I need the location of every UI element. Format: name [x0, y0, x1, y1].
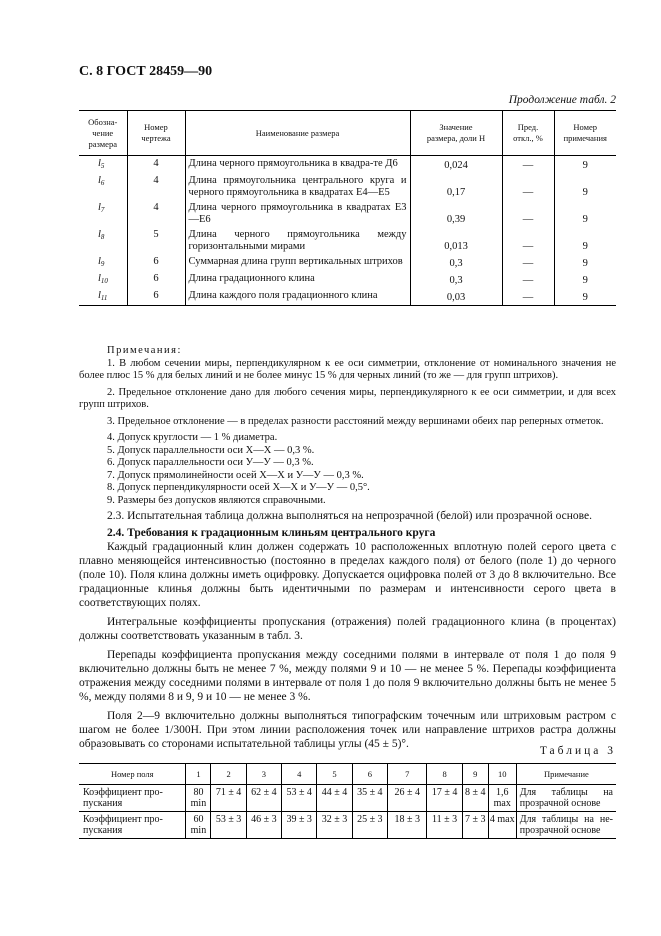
drawing-number: 4: [127, 173, 185, 200]
size-name: Длина каждого поля градационного клина: [185, 288, 410, 306]
note-item: 2. Предельное отклонение дано для любого сечения миры, перпендикулярного к ее оси симметрии, и для всех групп штрихов.: [79, 386, 616, 410]
drawing-number: 6: [127, 254, 185, 271]
drawing-number: 5: [127, 227, 185, 254]
note-item: 7. Допуск прямолинейности осей Х—Х и У—У — 0,3 %.: [107, 469, 364, 481]
size-symbol: $l_6$: [98, 175, 105, 187]
table-cell: 39 ± 3: [282, 812, 317, 839]
column-header: 7: [387, 764, 426, 785]
column-header: Пред. откл., %: [502, 111, 554, 156]
table-note: Для таблицы на прозрачной основе: [516, 785, 616, 812]
table-row: [79, 288, 616, 306]
note-item: 6. Допуск параллельности оси У—У — 0,3 %.: [107, 457, 314, 468]
note-item: 3. Предельное отклонение — в пределах разности расстояний между вершинами обеих пар реперных отметок.: [107, 415, 604, 427]
drawing-number: 4: [127, 156, 185, 174]
table-2: [79, 110, 616, 306]
table-row: [79, 254, 616, 271]
table-cell: 62 ± 4: [246, 785, 281, 812]
column-header: Наименование размера: [185, 111, 410, 156]
table-cell: 53 ± 4: [282, 785, 317, 812]
paragraph: Интегральные коэффициенты пропускания (отражения) полей градационного клина (в процентах) должны соответствовать указанным в табл. 3.: [79, 616, 616, 642]
table-cell: 26 ± 4: [387, 785, 426, 812]
table-row: [79, 156, 616, 174]
table-continuation-label: Продолжение табл. 2: [508, 94, 616, 106]
column-header: 8: [427, 764, 462, 785]
paragraph: 2.3. Испытательная таблица должна выполняться на непрозрачной (белой) или прозрачной основе.: [107, 510, 592, 522]
table-row: [79, 271, 616, 288]
size-symbol: $l_8$: [98, 229, 105, 241]
deviation: —: [502, 254, 554, 271]
table-cell: 46 ± 3: [246, 812, 281, 839]
size-value: 0,03: [410, 288, 502, 306]
table-cell: 71 ± 4: [211, 785, 246, 812]
column-header: 3: [246, 764, 281, 785]
notes-section: [79, 345, 616, 507]
size-value: 0,013: [410, 227, 502, 254]
deviation: —: [502, 288, 554, 306]
table-cell: 44 ± 4: [317, 785, 352, 812]
note-number: 9: [554, 173, 616, 200]
row-label: Коэффициент про-пускания: [79, 812, 186, 839]
table-cell: 8 ± 4: [462, 785, 488, 812]
size-name: Длина черного прямоугольника между горизонтальными мирами: [185, 227, 410, 254]
column-header: Номер чертежа: [127, 111, 185, 156]
table-3-caption: Таблица 3: [539, 745, 616, 757]
table-cell: 32 ± 3: [317, 812, 352, 839]
section-heading: 2.4. Требования к градационным клиньям центрального круга: [107, 527, 436, 539]
body-text: [79, 509, 616, 751]
table-row: [79, 812, 616, 839]
column-header: Номер примечания: [554, 111, 616, 156]
table-header-row: [79, 111, 616, 156]
table-cell: 7 ± 3: [462, 812, 488, 839]
column-header: 1: [186, 764, 211, 785]
column-header: 4: [282, 764, 317, 785]
column-header: 6: [352, 764, 387, 785]
size-symbol: $l_7$: [98, 202, 105, 214]
note-item: 4. Допуск круглости — 1 % диаметра.: [107, 432, 278, 443]
table-cell: 25 ± 3: [352, 812, 387, 839]
table-cell: 35 ± 4: [352, 785, 387, 812]
deviation: —: [502, 156, 554, 174]
note-item: 8. Допуск перпендикулярности осей Х—Х и У—У — 0,5°.: [107, 482, 370, 493]
drawing-number: 4: [127, 200, 185, 227]
size-value: 0,17: [410, 173, 502, 200]
size-name: Длина черного прямоугольника в квадратах Е3—Е6: [185, 200, 410, 227]
table-3: [79, 763, 616, 839]
table-note: Для таблицы на не-прозрачной основе: [516, 812, 616, 839]
column-header: Номер поля: [79, 764, 186, 785]
table-cell: 80 min: [186, 785, 211, 812]
table-cell: 18 ± 3: [387, 812, 426, 839]
drawing-number: 6: [127, 288, 185, 306]
table-row: [79, 785, 616, 812]
table-cell: 11 ± 3: [427, 812, 462, 839]
table-cell: 60 min: [186, 812, 211, 839]
deviation: —: [502, 227, 554, 254]
table-cell: 4 max: [488, 812, 516, 839]
table-cell: 53 ± 3: [211, 812, 246, 839]
size-value: 0,39: [410, 200, 502, 227]
size-value: 0,3: [410, 271, 502, 288]
note-number: 9: [554, 227, 616, 254]
size-symbol: $l_{11}$: [79, 288, 127, 306]
note-item: 9. Размеры без допусков являются справочными.: [107, 494, 326, 506]
notes-title: Примечания:: [107, 345, 182, 356]
table-cell: 17 ± 4: [427, 785, 462, 812]
column-header: 10: [488, 764, 516, 785]
paragraph: Каждый градационный клин должен содержать 10 расположенных вплотную полей серого цвета с плавно меняющейся интенсивностью (постоянно в пределах каждого поля) от белого (поле 1) до черного (поле 10). Поля клина должны иметь оцифровку. Допускается оцифровка полей от 3 до 8 включительно. Все градационные клинья должны быть идентичными по размерам и интенсивности серого цвета в соответствующих полях.: [79, 541, 616, 609]
paragraph: Перепады коэффициента пропускания между соседними полями в интервале от поля 1 до поля 9 включительно должны быть не менее 7 %, между полями 9 и 10 — не менее 5 %. Перепады коэффициента отражения между соседними полями в интервале от поля 1 до поля 9 включительно должны быть не менее 5 %, между полями 8 и 9, 9 и 10 — не менее 3 %.: [79, 649, 616, 703]
column-header: 2: [211, 764, 246, 785]
size-name: Длина градационного клина: [185, 271, 410, 288]
size-name: Суммарная длина групп вертикальных штрихов: [185, 254, 410, 271]
column-header: 9: [462, 764, 488, 785]
table-row: [79, 173, 616, 200]
note-number: 9: [554, 288, 616, 306]
column-header: Примечание: [516, 764, 616, 785]
paragraph: Поля 2—9 включительно должны выполняться типографским точечным или штриховым растром с шагом не более 1/300H. При этом линии расположения точек или направление штрихов растра должны образовывать со сторонами испытательной таблицы углы (45 ± 5)°.: [79, 710, 616, 750]
note-number: 9: [554, 156, 616, 174]
size-symbol: $l_{10}$: [98, 273, 108, 285]
size-value: 0,3: [410, 254, 502, 271]
table-header-row: [79, 764, 616, 785]
deviation: —: [502, 200, 554, 227]
column-header: Значение размера, доли H: [410, 111, 502, 156]
size-symbol: $l_5$: [98, 158, 105, 170]
size-value: 0,024: [410, 156, 502, 174]
size-name: Длина прямоугольника центрального круга и черного прямоугольника в квадратах Е4—Е5: [185, 173, 410, 200]
column-header: Обозна- чение размера: [79, 111, 127, 156]
note-item: 5. Допуск параллельности оси Х—Х — 0,3 %.: [107, 444, 315, 456]
table-row: [79, 227, 616, 254]
deviation: —: [502, 173, 554, 200]
size-name: Длина черного прямоугольника в квадра-те Д6: [185, 156, 410, 174]
note-item: 1. В любом сечении миры, перпендикулярном к ее оси симметрии, отклонение от номинального значения не более плюс 15 % для белых линий и не более минус 15 % для черных линий (то же — для групп штрихов).: [79, 357, 616, 381]
size-symbol: $l_9$: [98, 256, 105, 268]
table-row: [79, 200, 616, 227]
table-cell: 1,6 max: [488, 785, 516, 812]
deviation: —: [502, 271, 554, 288]
column-header: 5: [317, 764, 352, 785]
note-number: 9: [554, 254, 616, 271]
row-label: Коэффициент про-пускания: [79, 785, 186, 812]
page-title: С. 8 ГОСТ 28459—90: [79, 64, 213, 79]
note-number: 9: [554, 200, 616, 227]
drawing-number: 6: [127, 271, 185, 288]
note-number: 9: [554, 271, 616, 288]
